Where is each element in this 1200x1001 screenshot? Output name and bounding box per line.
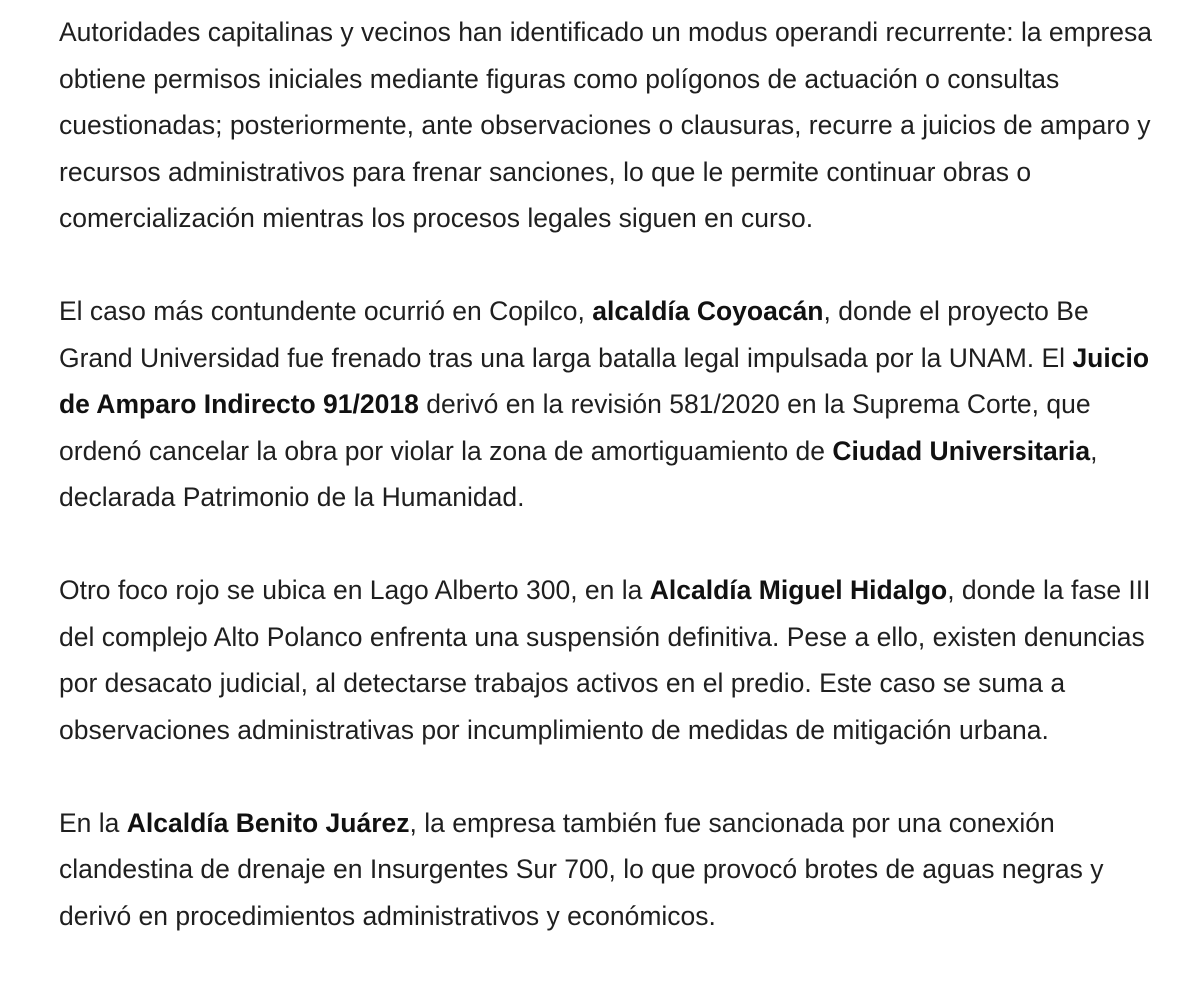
paragraph-text: , la empresa también fue sancionada por una conexión clandestina de drenaje en Insurgentes Sur 700, lo que provocó brotes de aguas negras y derivó en procedimientos administrativos y económicos. <box>59 807 1104 931</box>
paragraph-text: , donde la fase III del complejo Alto Polanco enfrenta una suspensión definitiva. Pese a ello, existen denuncias por desacato judicial, al detectarse trabajos activos en el predio. Este caso se suma a observaciones administrativas por incumplimiento de medidas de mitigación urbana. <box>59 575 1151 745</box>
paragraph <box>59 567 1160 753</box>
paragraph <box>59 288 1160 521</box>
paragraph <box>59 800 1160 940</box>
paragraph-text: , declarada Patrimonio de la Humanidad. <box>59 435 1098 512</box>
bold-term-juicio-de-amparo: Juicio de Amparo Indirecto 91/2018 <box>59 342 1150 419</box>
bold-term-alcaldia-coyoacan: alcaldía Coyoacán <box>592 296 824 326</box>
bold-term-ciudad-universitaria: Ciudad Universitaria <box>832 435 1091 466</box>
paragraph-text: Autoridades capitalinas y vecinos han identificado un modus operandi recurrente: la empresa obtiene permisos iniciales mediante figuras como polígonos de actuación o consultas cuestionadas; posteriormente, ante observaciones o clausuras, recurre a juicios de amparo y recursos administrativos para frenar sanciones, lo que le permite continuar obras o comercialización mientras los procesos legales siguen en curso. <box>59 17 1153 233</box>
paragraph-text: Otro foco rojo se ubica en Lago Alberto 300, en la <box>59 575 650 605</box>
paragraph <box>59 9 1160 242</box>
paragraph-text: En la <box>59 807 127 838</box>
bold-term-alcaldia-benito-juarez: Alcaldía Benito Juárez <box>126 807 410 838</box>
bold-term-alcaldia-miguel-hidalgo: Alcaldía Miguel Hidalgo <box>649 575 948 605</box>
paragraph-text: El caso más contundente ocurrió en Copilco, <box>59 296 593 326</box>
paragraph-text: , donde el proyecto Be Grand Universidad fue frenado tras una larga batalla legal impulsada por la UNAM. El <box>59 296 1089 373</box>
paragraph-text: derivó en la revisión 581/2020 en la Suprema Corte, que ordenó cancelar la obra por violar la zona de amortiguamiento de <box>59 389 1091 466</box>
